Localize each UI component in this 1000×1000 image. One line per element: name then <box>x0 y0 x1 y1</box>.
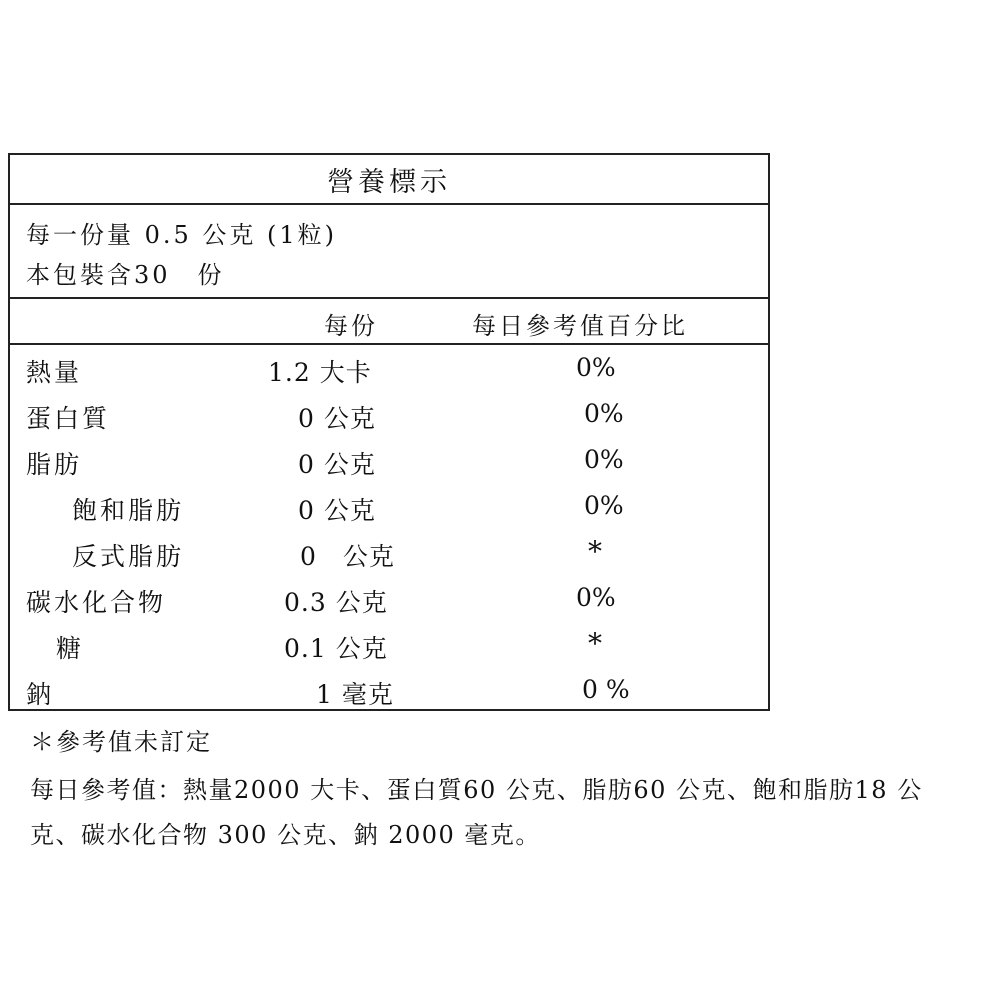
nutrient-amount: 1.2 大卡 <box>268 358 372 387</box>
nutrient-row-fat <box>10 437 768 483</box>
nutrient-daily-value: * <box>588 535 602 568</box>
nutrient-name: 鈉 <box>26 680 55 709</box>
nutrient-amount: 1 毫克 <box>316 680 394 709</box>
nutrition-label <box>8 153 770 711</box>
nutrient-name: 反式脂肪 <box>72 542 185 571</box>
nutrient-daily-value: 0% <box>584 399 624 428</box>
nutrient-row-saturated-fat <box>10 483 768 529</box>
label-title-text: 營養標示 <box>327 166 451 198</box>
nutrient-row-trans-fat <box>10 529 768 575</box>
servings-per-package: 本包裝含30 份 <box>26 261 225 289</box>
nutrient-daily-value: 0% <box>576 353 616 382</box>
nutrient-row-sugar <box>10 621 768 667</box>
serving-info <box>10 205 768 299</box>
nutrient-amount: 0 公克 <box>298 496 376 525</box>
nutrient-daily-value: * <box>588 627 602 660</box>
nutrient-daily-value: 0% <box>584 491 624 520</box>
nutrient-daily-value: 0 % <box>582 675 630 704</box>
nutrient-daily-value: 0% <box>584 445 624 474</box>
nutrient-amount: 0 公克 <box>300 542 395 571</box>
nutrient-rows <box>10 345 768 713</box>
nutrient-amount: 0 公克 <box>298 404 376 433</box>
nutrient-name: 蛋白質 <box>26 404 111 433</box>
nutrient-amount: 0 公克 <box>298 450 376 479</box>
nutrient-name: 糖 <box>56 634 85 663</box>
nutrient-amount: 0.1 公克 <box>284 634 388 663</box>
label-title <box>10 155 768 205</box>
nutrient-daily-value: 0% <box>576 583 616 612</box>
asterisk-footnote: ＊參考值未訂定 <box>30 728 212 756</box>
header-per-serving: 每份 <box>324 312 378 340</box>
nutrient-amount: 0.3 公克 <box>284 588 388 617</box>
nutrient-row-sodium <box>10 667 768 713</box>
serving-size: 每一份量 0.5 公克 (1粒) <box>26 221 338 249</box>
daily-values-note-line1: 每日參考值：熱量2000 大卡、蛋白質60 公克、脂肪60 公克、飽和脂肪18 公 <box>30 776 923 804</box>
nutrient-row-carbohydrate <box>10 575 768 621</box>
column-header-row <box>10 299 768 345</box>
nutrient-name: 碳水化合物 <box>26 588 167 617</box>
nutrient-name: 飽和脂肪 <box>72 496 185 525</box>
daily-values-note-line2: 克、碳水化合物 300 公克、鈉 2000 毫克。 <box>30 821 541 849</box>
header-daily-value: 每日參考值百分比 <box>472 312 688 340</box>
nutrient-name: 脂肪 <box>26 450 83 479</box>
nutrient-name: 熱量 <box>26 358 83 387</box>
nutrient-row-protein <box>10 391 768 437</box>
nutrient-row-energy <box>10 345 768 391</box>
